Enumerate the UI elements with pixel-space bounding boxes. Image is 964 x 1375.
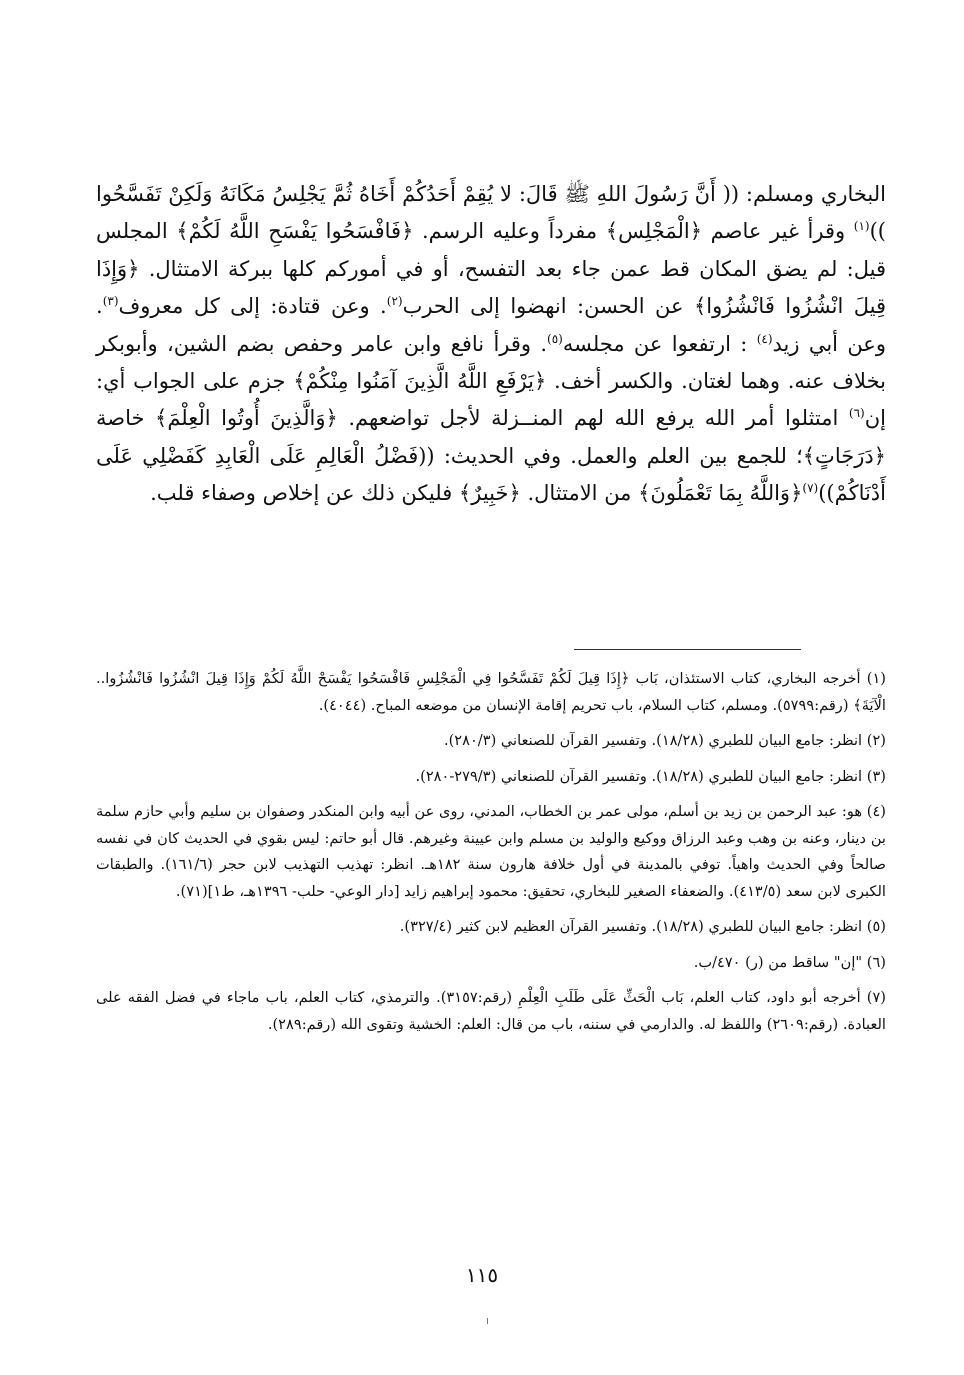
footnote-ref-4[interactable]: (٤) — [756, 331, 773, 346]
text-segment-5: : ارتفعوا عن مجلسه — [562, 331, 757, 356]
footnote-1: (١) أخرجه البخاري، كتاب الاستئذان، بَاب ﴿إِذَا قِيلَ لَكُمْ تَفَسَّحُوا فِي الْمَجْلِسِ فَافْسَحُوا يَفْسَحْ اللَّهُ لَكُمْ وَإِذَا قِيلَ انْشُزُوا فَانْشُزُوا.. الْآيَةَ﴾ (رقم:٥٧٩٩). ومسلم، كتاب السلام، باب تحريم إقامة الإنسان من موضعه المباح. (٤٠٤٤). — [96, 670, 886, 714]
footnote-2: (٢) انظر: جامع البيان للطبري (١٨/٢٨). وتفسير القرآن للصنعاني (٢٨٠/٣). — [443, 732, 886, 749]
footnote-ref-2[interactable]: (٢) — [386, 294, 403, 309]
main-text-body — [96, 176, 886, 513]
footnote-5: (٥) انظر: جامع البيان للطبري (١٨/٢٨). وتفسير القرآن العظيم لابن كثير (٣٢٧/٤). — [399, 918, 886, 935]
footnote-separator — [574, 649, 801, 650]
scan-mark — [487, 1318, 488, 1324]
footnote-7: (٧) أخرجه أبو داود، كتاب العلم، بَاب الْحَثِّ عَلَى طَلَبِ الْعِلْمِ (رقم:٣١٥٧). والترمذي، كتاب العلم، باب ماجاء في فضل الفقه على العبادة. (رقم:٢٦٠٩) واللفظ له. والدارمي في سننه، باب من قال: العلم: الخشية وتقوى الله (رقم:٢٨٩). — [96, 989, 886, 1033]
text-segment-2: وقرأ غير عاصم ﴿الْمَجْلِس﴾ مفرداً وعليه الرسم. ﴿فَافْسَحُوا يَفْسَحِ اللَّهُ لَكُمْ﴾ المجلس قيل: لم يضق المكان قط عمن جاء بعد التفسح، أو في أموركم كلها ببركة الامتثال. ﴿وَإِذَا قِيلَ انْشُزُوا فَانْشُزُوا﴾ عن الحسن: انهضوا إلى الحرب — [96, 219, 886, 319]
footnote-6: (٦) "إن" ساقط من (ر) ٤٧٠/ب. — [693, 953, 886, 971]
footnote-4: (٤) هو: عبد الرحمن بن زيد بن أسلم، مولى عمر بن الخطاب، المدني، روى عن أبيه وابن المنكدر وصفوان بن سليم وأبي حازم سلمة بن دينار، وعنه بن وهب وعبد الرزاق ووكيع والوليد بن مسلم وابن عيينة وغيرهم. قال أبو حاتم: ليس بقوي في الحديث كان في نفسه صالحاً وفي الحديث واهياً. توفي بالمدينة في أول خلافة هارون سنة ١٨٢هـ. انظر: تهذيب التهذيب لابن حجر (١٦١/٦). والطبقات الكبرى لابن سعد (٤١٣/٥). والضعفاء الصغير للبخاري، تحقيق: محمود إبراهيم زايد [دار الوعي- حلب- ١٣٩٦هـ، ط١](٧١). — [96, 803, 886, 900]
text-segment-4: . وعن أبي زيد — [96, 294, 886, 356]
footnote-ref-6[interactable]: (٦) — [848, 406, 865, 421]
page-number: ١١٥ — [465, 1263, 499, 1287]
footnote-ref-1[interactable]: (١) — [853, 219, 870, 234]
text-segment-1: البخاري ومسلم: (( أَنَّ رَسُولَ اللهِ ﷺ قَالَ: لا يُقِمْ أَحَدُكُمْ أَخَاهُ ثُمَّ يَجْلِسُ مَكَانَهُ وَلَكِنْ تَفَسَّحُوا )) — [96, 182, 886, 244]
text-segment-7: امتثلوا أمر الله يرفع الله لهم المنــزلة لأجل تواضعهم. ﴿وَالَّذِينَ أُوتُوا الْعِلْمَ﴾ خاصة ﴿دَرَجَاتٍ﴾؛ للجمع بين العلم والعمل. وفي الحديث: ((فَضْلُ الْعَالِمِ عَلَى الْعَابِدِ كَفَضْلِي عَلَى أَدْنَاكُمْ)) — [96, 406, 886, 506]
text-segment-6: . وقرأ نافع وابن عامر وحفص بضم الشين، وأبوبكر بخلاف عنه. وهما لغتان. والكسر أخف. ﴿يَرْفَعِ اللَّهُ الَّذِينَ آمَنُوا مِنْكُمْ﴾ جزم على الجواب أي: إن — [96, 331, 886, 431]
footnote-3: (٣) انظر: جامع البيان للطبري (١٨/٢٨). وتفسير القرآن للصنعاني (٢٧٩/٣-٢٨٠). — [415, 767, 886, 785]
text-segment-3: . وعن قتادة: إلى كل معروف — [118, 294, 387, 319]
footnotes-section — [96, 666, 886, 1047]
footnote-ref-3[interactable]: (٣) — [102, 294, 119, 309]
text-segment-8: ﴿وَاللَّهُ بِمَا تَعْمَلُونَ﴾ من الامتثال. ﴿خَبِيرٌ﴾ فليكن ذلك عن إخلاص وصفاء قلب. — [150, 481, 803, 506]
footnote-ref-7[interactable]: (٧) — [802, 481, 819, 496]
footnote-ref-5[interactable]: (٥) — [547, 331, 563, 346]
main-paragraph — [96, 176, 886, 513]
